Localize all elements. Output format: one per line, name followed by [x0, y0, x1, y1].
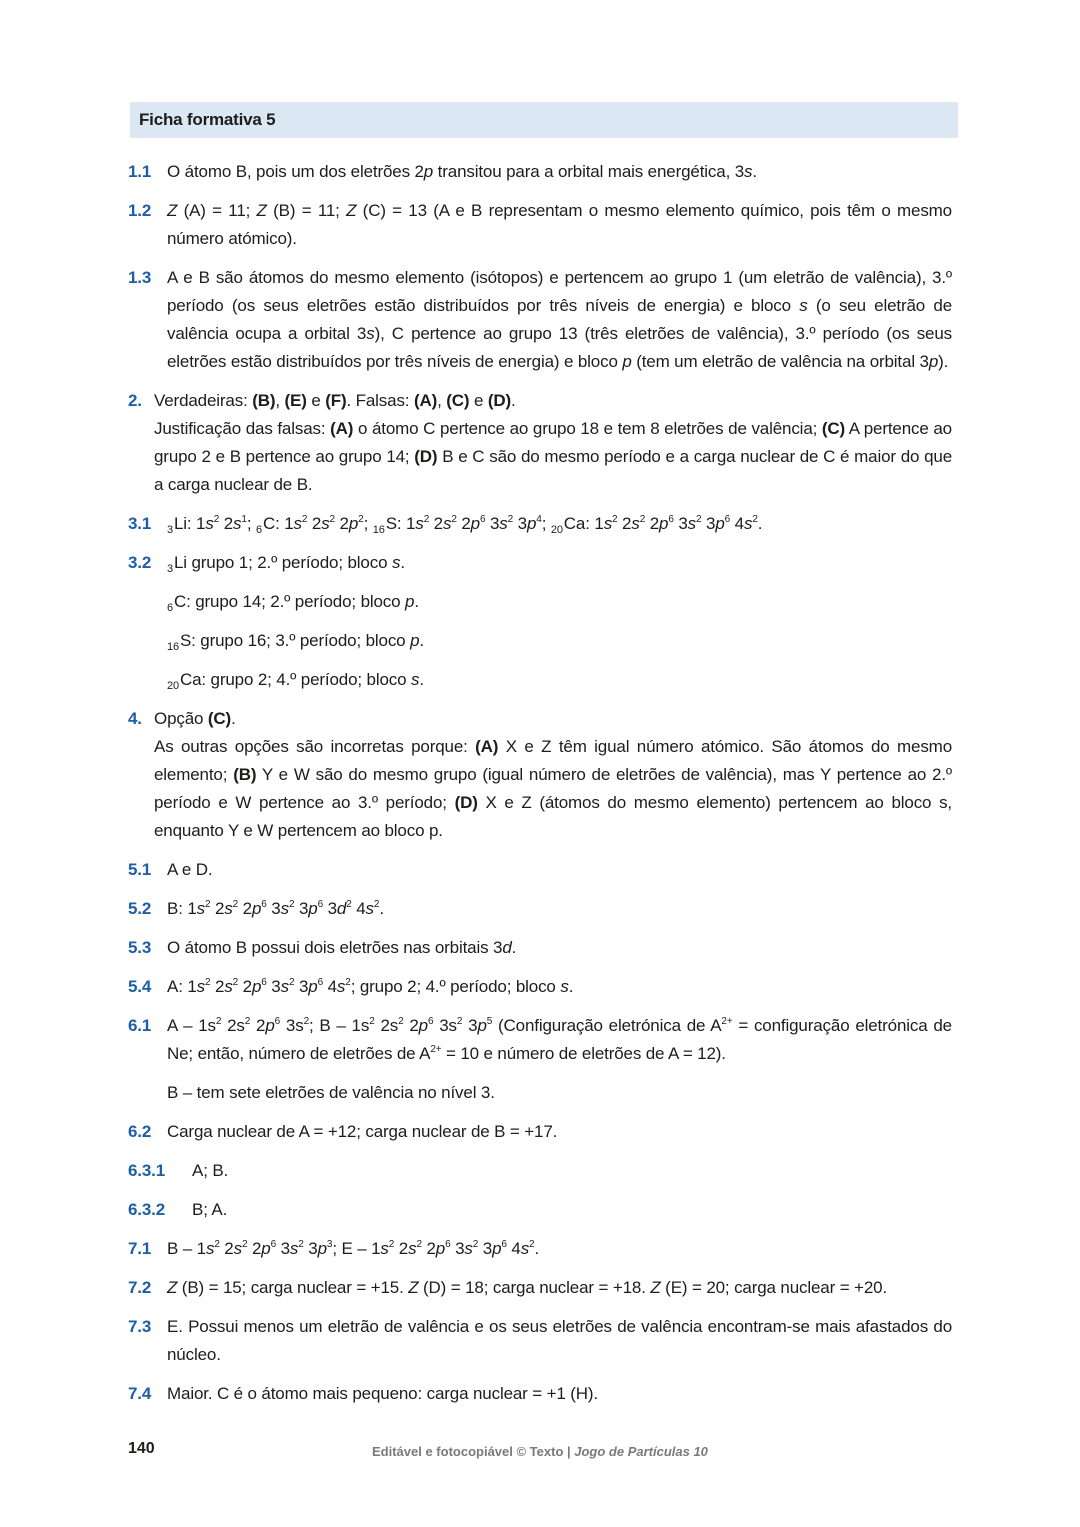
answer-item [128, 158, 952, 186]
answer-paragraph: A: $1s^2$ $2s^2$ $2p^6$ $3s^2$ $3p^6$ $4s^2$; grupo 2; 4.º período; bloco s. [167, 977, 574, 996]
answer-item [128, 264, 952, 376]
answer-item [128, 1313, 952, 1369]
answer-item [128, 973, 952, 1001]
answer-item [128, 1012, 952, 1107]
answer-paragraph: O átomo B, pois um dos eletrões 2p transitou para a orbital mais energética, 3s. [167, 162, 757, 181]
answer-item [128, 1235, 952, 1263]
answer-item [128, 1118, 952, 1146]
answer-paragraph: $_3$Li: $1s^2$ $2s^1$; $_6$C: $1s^2$ $2s^2$ $2p^2$; $_{16}$S: $1s^2$ $2s^2$ $2p^6$ $3s^2$ $3p^4$; $_{20}$Ca: $1s^2$ $2s^2$ $2p^6$ $3s^2$ $3p^6$ $4s^2$. [167, 514, 763, 536]
answer-body [128, 1235, 952, 1263]
answer-number: 6.3.2 [128, 1200, 166, 1219]
section-title: Ficha formativa 5 [139, 110, 276, 129]
answer-body [128, 387, 952, 499]
answer-paragraph: Z (A) = 11; Z (B) = 11; Z (C) = 13 (A e B representam o mesmo elemento químico, pois têm o mesmo número atómico). [167, 201, 952, 248]
answer-item [128, 1274, 952, 1302]
answer-paragraph: A e B são átomos do mesmo elemento (isótopos) e pertencem ao grupo 1 (um eletrão de valência), 3.º período (os seus eletrões estão distribuídos por três níveis de energia) e bloco s (o seu eletrão de valência ocupa a orbital 3s), C pertence ao grupo 13 (três eletrões de valência), 3.º período (os seus eletrões estão distribuídos por três níveis de energia) e bloco p (tem um eletrão de valência na orbital 3p). [167, 268, 952, 371]
answer-body [128, 934, 952, 962]
answer-body [128, 549, 952, 694]
page-number: 140 [128, 1440, 155, 1457]
answer-number: 7.2 [128, 1278, 152, 1297]
answer-number: 6.2 [128, 1122, 152, 1141]
answer-paragraph: A e D. [167, 860, 213, 879]
answer-body [128, 856, 952, 884]
answer-number: 6.3.1 [128, 1161, 166, 1180]
answer-body [128, 1313, 952, 1369]
answer-list [128, 158, 952, 1419]
answer-item [128, 549, 952, 694]
answer-number: 5.2 [128, 899, 152, 918]
credit-prefix: Editável e fotocopiável © Texto | [372, 1444, 575, 1459]
answer-paragraph: Maior. C é o átomo mais pequeno: carga nuclear = +1 (H). [167, 1384, 598, 1403]
answer-paragraph: O átomo B possui dois eletrões nas orbitais 3d. [167, 938, 517, 957]
answer-item [128, 1196, 952, 1224]
answer-paragraph: A – $1s^2$ $2s^2$ $2p^6$ $3s^2$; B – $1s^2$ $2s^2$ $2p^6$ $3s^2$ $3p^5$ (Configuração eletrónica de $A^{2+}$ = configuração eletrónica de Ne; então, número de eletrões de $A^{2+} = 10$ e número de eletrões de A = 12). [167, 1016, 952, 1063]
answer-item [128, 934, 952, 962]
answer-body [128, 973, 952, 1001]
answer-body [128, 1118, 952, 1146]
answer-body [128, 895, 952, 923]
answer-paragraph: $_3$Li grupo 1; 2.º período; bloco s. [167, 553, 405, 575]
answer-number: 1.1 [128, 162, 152, 181]
answer-paragraph: $_{16}$S: grupo 16; 3.º período; bloco p. [167, 631, 424, 653]
answer-paragraph: Carga nuclear de A = +12; carga nuclear de B = +17. [167, 1122, 558, 1141]
answer-body [128, 1380, 952, 1408]
answer-body [128, 705, 952, 845]
answer-number: 3.1 [128, 514, 152, 533]
answer-number: 7.3 [128, 1317, 152, 1336]
footer-credit [372, 1444, 708, 1459]
answer-body [128, 197, 952, 253]
answer-number: 3.2 [128, 553, 152, 572]
answer-item [128, 895, 952, 923]
answer-paragraph: B: $1s^2$ $2s^2$ $2p^6$ $3s^2$ $3p^6$ $3d^2$ $4s^2$. [167, 899, 384, 918]
answer-paragraph: Justificação das falsas: (A) o átomo C pertence ao grupo 18 e tem 8 eletrões de valência; (C) A pertence ao grupo 2 e B pertence ao grupo 14; (D) B e C são do mesmo período e a carga nuclear de C é maior do que a carga nuclear de B. [154, 419, 952, 494]
answer-number: 1.2 [128, 201, 152, 220]
answer-item [128, 387, 952, 499]
answer-number: 5.1 [128, 860, 152, 879]
answer-paragraph: E. Possui menos um eletrão de valência e os seus eletrões de valência encontram-se mais afastados do núcleo. [167, 1317, 952, 1364]
section-header [130, 102, 958, 138]
answer-number: 1.3 [128, 268, 152, 287]
answer-paragraph: B – $1s^2$ $2s^2$ $2p^6$ $3s^2$ $3p^3$; E – $1s^2$ $2s^2$ $2p^6$ $3s^2$ $3p^6$ $4s^2$. [167, 1239, 540, 1258]
answer-paragraph: A; B. [192, 1161, 229, 1180]
answer-body [128, 510, 952, 538]
answer-number: 5.3 [128, 938, 152, 957]
answer-paragraph: $_6$C: grupo 14; 2.º período; bloco p. [167, 592, 419, 614]
answer-paragraph: $_{20}$Ca: grupo 2; 4.º período; bloco s. [167, 670, 424, 692]
answer-item [128, 510, 952, 538]
answer-body [128, 264, 952, 376]
answer-paragraph: Z (B) = 15; carga nuclear = +15. Z (D) = 18; carga nuclear = +18. Z (E) = 20; carga nuclear = +20. [167, 1278, 888, 1297]
answer-body [128, 1012, 952, 1107]
answer-number: 6.1 [128, 1016, 152, 1035]
answer-body [128, 1274, 952, 1302]
answer-number: 5.4 [128, 977, 152, 996]
answer-body [128, 1196, 952, 1224]
answer-paragraph: Verdadeiras: (B), (E) e (F). Falsas: (A), (C) e (D). [154, 391, 516, 410]
answer-item [128, 1380, 952, 1408]
answer-number: 4. [128, 709, 142, 728]
answer-paragraph: B; A. [192, 1200, 228, 1219]
answer-paragraph: As outras opções são incorretas porque: (A) X e Z têm igual número atómico. São átomos do mesmo elemento; (B) Y e W são do mesmo grupo (igual número de eletrões de valência), mas Y pertence ao 2.º período e W pertence ao 3.º período; (D) X e Z (átomos do mesmo elemento) pertencem ao bloco s, enquanto Y e W pertencem ao bloco p. [154, 737, 952, 840]
answer-body [128, 158, 952, 186]
book-title: Jogo de Partículas 10 [574, 1444, 708, 1459]
answer-item [128, 705, 952, 845]
answer-item [128, 856, 952, 884]
answer-number: 7.1 [128, 1239, 152, 1258]
answer-paragraph: Opção (C). [154, 709, 236, 728]
answer-paragraph: B – tem sete eletrões de valência no nível 3. [167, 1083, 495, 1102]
answer-body [128, 1157, 952, 1185]
answer-number: 7.4 [128, 1384, 152, 1403]
answer-item [128, 197, 952, 253]
answer-number: 2. [128, 391, 142, 410]
answer-item [128, 1157, 952, 1185]
